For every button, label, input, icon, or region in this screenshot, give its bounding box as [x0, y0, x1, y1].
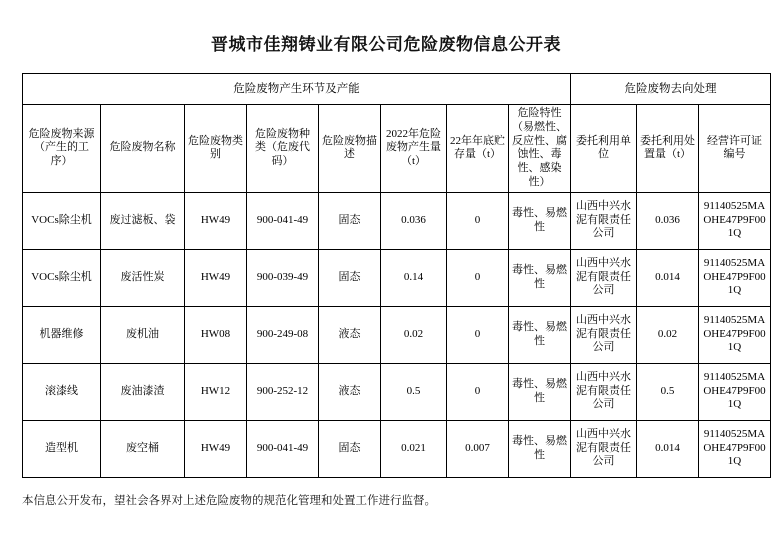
cell-generated: 0.036	[381, 192, 447, 249]
column-header-description: 危险废物描述	[319, 105, 381, 193]
page-title: 晋城市佳翔铸业有限公司危险废物信息公开表	[211, 35, 561, 54]
cell-generated: 0.02	[381, 306, 447, 363]
cell-hazard: 毒性、易燃性	[509, 420, 571, 477]
cell-description: 液态	[319, 363, 381, 420]
group-header-generation: 危险废物产生环节及产能	[23, 74, 571, 105]
cell-category: HW49	[185, 420, 247, 477]
cell-source: VOCs除尘机	[23, 192, 101, 249]
cell-source: 造型机	[23, 420, 101, 477]
cell-description: 固态	[319, 420, 381, 477]
cell-code: 900-039-49	[247, 249, 319, 306]
cell-name: 废过滤板、袋	[101, 192, 185, 249]
column-header-disposed-amount: 委托利用处置量（t）	[637, 105, 699, 193]
cell-description: 固态	[319, 249, 381, 306]
cell-category: HW49	[185, 249, 247, 306]
column-header-stored-amount: 22年年底贮存量（t）	[447, 105, 509, 193]
cell-name: 废活性炭	[101, 249, 185, 306]
footnote-text: 本信息公开发布，望社会各界对上述危险废物的规范化管理和处置工作进行监督。	[22, 494, 436, 507]
column-header-license-number: 经营许可证编号	[699, 105, 771, 193]
cell-generated: 0.5	[381, 363, 447, 420]
cell-disposed: 0.5	[637, 363, 699, 420]
cell-stored: 0	[447, 363, 509, 420]
cell-disposed: 0.014	[637, 249, 699, 306]
hazardous-waste-table	[22, 73, 771, 478]
cell-code: 900-252-12	[247, 363, 319, 420]
cell-source: VOCs除尘机	[23, 249, 101, 306]
cell-source: 机器维修	[23, 306, 101, 363]
cell-unit: 山西中兴水泥有限责任公司	[571, 363, 637, 420]
cell-disposed: 0.014	[637, 420, 699, 477]
cell-unit: 山西中兴水泥有限责任公司	[571, 420, 637, 477]
cell-stored: 0	[447, 249, 509, 306]
cell-license: 91140525MAOHE47P9F001Q	[699, 192, 771, 249]
cell-code: 900-249-08	[247, 306, 319, 363]
cell-name: 废机油	[101, 306, 185, 363]
table-row	[23, 363, 771, 420]
column-header-category: 危险废物类别	[185, 105, 247, 193]
table-row	[23, 420, 771, 477]
table-column-header-row	[23, 105, 771, 193]
cell-disposed: 0.036	[637, 192, 699, 249]
cell-name: 废油漆渣	[101, 363, 185, 420]
cell-source: 滚漆线	[23, 363, 101, 420]
column-header-source: 危险废物来源（产生的工序）	[23, 105, 101, 193]
cell-unit: 山西中兴水泥有限责任公司	[571, 192, 637, 249]
cell-code: 900-041-49	[247, 192, 319, 249]
cell-license: 91140525MAOHE47P9F001Q	[699, 420, 771, 477]
cell-stored: 0.007	[447, 420, 509, 477]
cell-category: HW08	[185, 306, 247, 363]
cell-unit: 山西中兴水泥有限责任公司	[571, 249, 637, 306]
cell-license: 91140525MAOHE47P9F001Q	[699, 306, 771, 363]
column-header-code: 危险废物种类（危废代码）	[247, 105, 319, 193]
cell-generated: 0.021	[381, 420, 447, 477]
cell-hazard: 毒性、易燃性	[509, 306, 571, 363]
cell-category: HW12	[185, 363, 247, 420]
column-header-hazard-property: 危险特性（易燃性、反应性、腐蚀性、毒性、感染性）	[509, 105, 571, 193]
table-row	[23, 192, 771, 249]
cell-hazard: 毒性、易燃性	[509, 192, 571, 249]
cell-license: 91140525MAOHE47P9F001Q	[699, 363, 771, 420]
cell-hazard: 毒性、易燃性	[509, 363, 571, 420]
cell-description: 液态	[319, 306, 381, 363]
column-header-name: 危险废物名称	[101, 105, 185, 193]
column-header-entrusted-unit: 委托利用单位	[571, 105, 637, 193]
table-group-header-row	[23, 74, 771, 105]
cell-stored: 0	[447, 192, 509, 249]
table-row	[23, 249, 771, 306]
document-page	[0, 30, 772, 546]
cell-license: 91140525MAOHE47P9F001Q	[699, 249, 771, 306]
cell-category: HW49	[185, 192, 247, 249]
cell-name: 废空桶	[101, 420, 185, 477]
cell-unit: 山西中兴水泥有限责任公司	[571, 306, 637, 363]
table-row	[23, 306, 771, 363]
cell-hazard: 毒性、易燃性	[509, 249, 571, 306]
cell-disposed: 0.02	[637, 306, 699, 363]
cell-stored: 0	[447, 306, 509, 363]
cell-code: 900-041-49	[247, 420, 319, 477]
cell-description: 固态	[319, 192, 381, 249]
column-header-generated-amount: 2022年危险废物产生量（t）	[381, 105, 447, 193]
group-header-disposal: 危险废物去向处理	[571, 74, 771, 105]
cell-generated: 0.14	[381, 249, 447, 306]
